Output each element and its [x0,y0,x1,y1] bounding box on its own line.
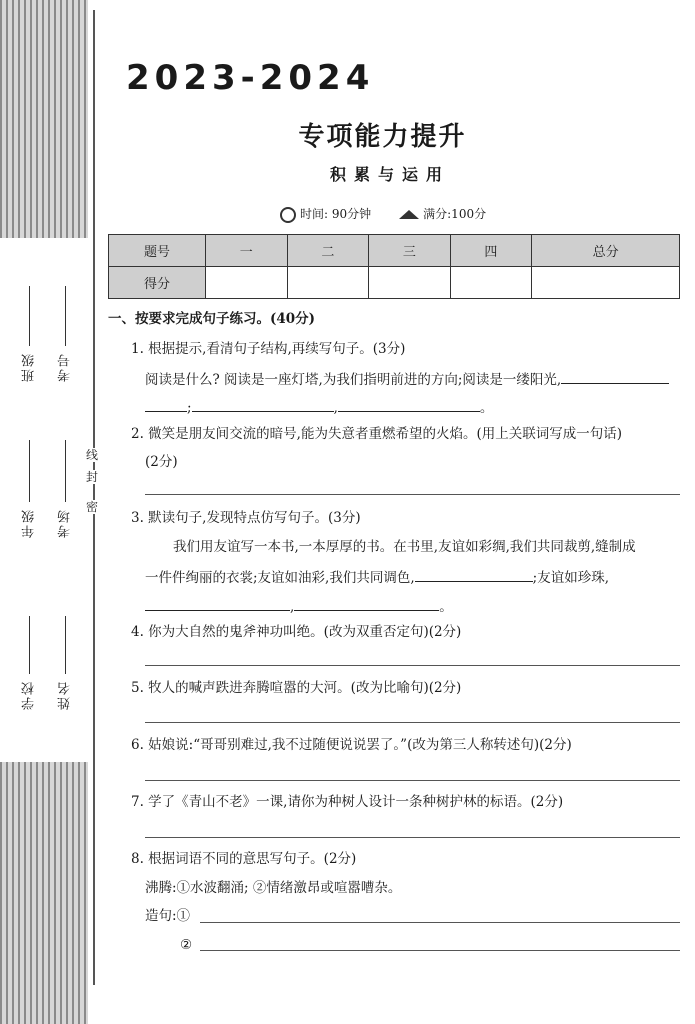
q3-punct-1: , [290,599,295,615]
field-school-label: 学校 [22,680,37,710]
page-subtitle: 积累与运用 [330,165,451,184]
score-input-cell[interactable] [450,267,532,299]
section-title: 一、按要求完成句子练习。(40分) [108,311,316,327]
q1-blank-1[interactable] [561,369,669,384]
field-class-label: 班级 [22,352,37,382]
time-info [280,205,371,223]
score-input-cell[interactable] [532,267,680,299]
q5-prompt: 5. 牧人的喊声跌进奔腾喧嚣的大河。(改为比喻句)(2分) [131,680,462,696]
score-row-label: 得分 [109,267,206,299]
seal-char-feng: 封 [85,470,98,484]
seal-char-xian: 密 [85,500,98,514]
q3-blank-2[interactable] [145,596,290,611]
score-input-cell[interactable] [369,267,451,299]
field-exam-number-label: 考号 [58,352,73,382]
q5-answer-line[interactable] [145,722,680,723]
field-grade[interactable] [20,440,39,538]
field-exam-room[interactable] [56,440,75,538]
q8-meanings: 沸腾:①水波翻涌; ②情绪激昂或喧嚣嘈杂。 [145,880,402,896]
q8-make-2-label: ② [180,937,193,953]
q1-punct-3: 。 [479,400,494,416]
q1-blank-3[interactable] [192,397,334,412]
score-table-cell: 题号 [109,235,206,267]
q2-score: (2分) [145,454,178,470]
q3-blank-line [145,596,453,616]
q2-prompt: 2. 微笑是朋友间交流的暗号,能为失意者重燃希望的火焰。(用上关联词写成一句话) [131,426,622,442]
q6-answer-line[interactable] [145,780,680,781]
score-table-cell: 四 [450,235,532,267]
q3-line2-a: 一件件绚丽的衣裳;友谊如油彩,我们共同调色, [145,570,415,586]
field-school[interactable] [20,616,39,710]
q3-line2-b: ;友谊如珍珠, [532,570,609,586]
q1-punct-1: ; [187,400,192,416]
score-table-score-row [109,267,680,299]
binding-line [93,10,95,985]
q3-prompt: 3. 默读句子,发现特点仿写句子。(3分) [131,510,361,526]
field-exam-room-label: 考场 [58,508,73,538]
margin-stripe-bottom [0,762,88,1024]
q6-prompt: 6. 姑娘说:“哥哥别难过,我不过随便说说罢了。”(改为第三人称转述句)(2分) [131,737,572,753]
q1-text-body: 阅读是什么? 阅读是一座灯塔,为我们指明前进的方向;阅读是一缕阳光, [145,372,562,388]
q1-blank-line [145,397,493,417]
page-title-wrap [0,116,695,153]
q8-answer-line-1[interactable] [200,922,680,923]
score-table [108,234,680,299]
field-class[interactable] [20,286,39,382]
field-exam-number[interactable] [56,286,75,382]
field-name-label: 姓名 [58,680,73,710]
score-table-cell: 二 [287,235,369,267]
q8-answer-line-2[interactable] [200,950,680,951]
q3-line1: 我们用友谊写一本书,一本厚厚的书。在书里,友谊如彩绸,我们共同裁剪,缝制成 [173,539,636,555]
q8-prompt: 8. 根据词语不同的意思写句子。(2分) [131,851,357,867]
exam-meta [280,205,486,223]
field-grade-label: 年级 [22,508,37,538]
score-table-header-row [109,235,680,267]
graduation-cap-icon [399,210,419,219]
score-input-cell[interactable] [287,267,369,299]
q7-prompt: 7. 学了《青山不老》一课,请你为种树人设计一条种树护林的标语。(2分) [131,794,564,810]
q2-answer-line[interactable] [145,494,680,495]
q1-prompt: 1. 根据提示,看清句子结构,再续写句子。(3分) [131,341,406,357]
page-title: 专项能力提升 [298,122,467,152]
clock-icon [280,207,296,223]
time-text: 时间: 90分钟 [300,207,372,221]
q8-make-1-label: 造句:① [145,908,191,924]
q3-line2 [145,567,609,587]
q4-answer-line[interactable] [145,665,680,666]
score-info [399,205,486,222]
q1-blank-2[interactable] [145,397,187,412]
score-text: 满分:100分 [423,207,487,222]
q3-blank-1[interactable] [415,567,533,582]
field-name[interactable] [56,616,75,710]
score-table-cell: 一 [206,235,288,267]
seal-char-mi: 线 [85,448,98,462]
q3-punct-2: 。 [439,599,453,615]
year-heading: 2023-2024 [126,58,375,98]
q1-blank-4[interactable] [338,397,480,412]
q1-punct-2: , [333,400,338,416]
score-input-cell[interactable] [206,267,288,299]
q1-text [145,369,669,389]
score-table-cell: 三 [369,235,451,267]
score-table-cell: 总分 [532,235,680,267]
q3-blank-3[interactable] [294,596,439,611]
q4-prompt: 4. 你为大自然的鬼斧神功叫绝。(改为双重否定句)(2分) [131,624,462,640]
q7-answer-line[interactable] [145,837,680,838]
